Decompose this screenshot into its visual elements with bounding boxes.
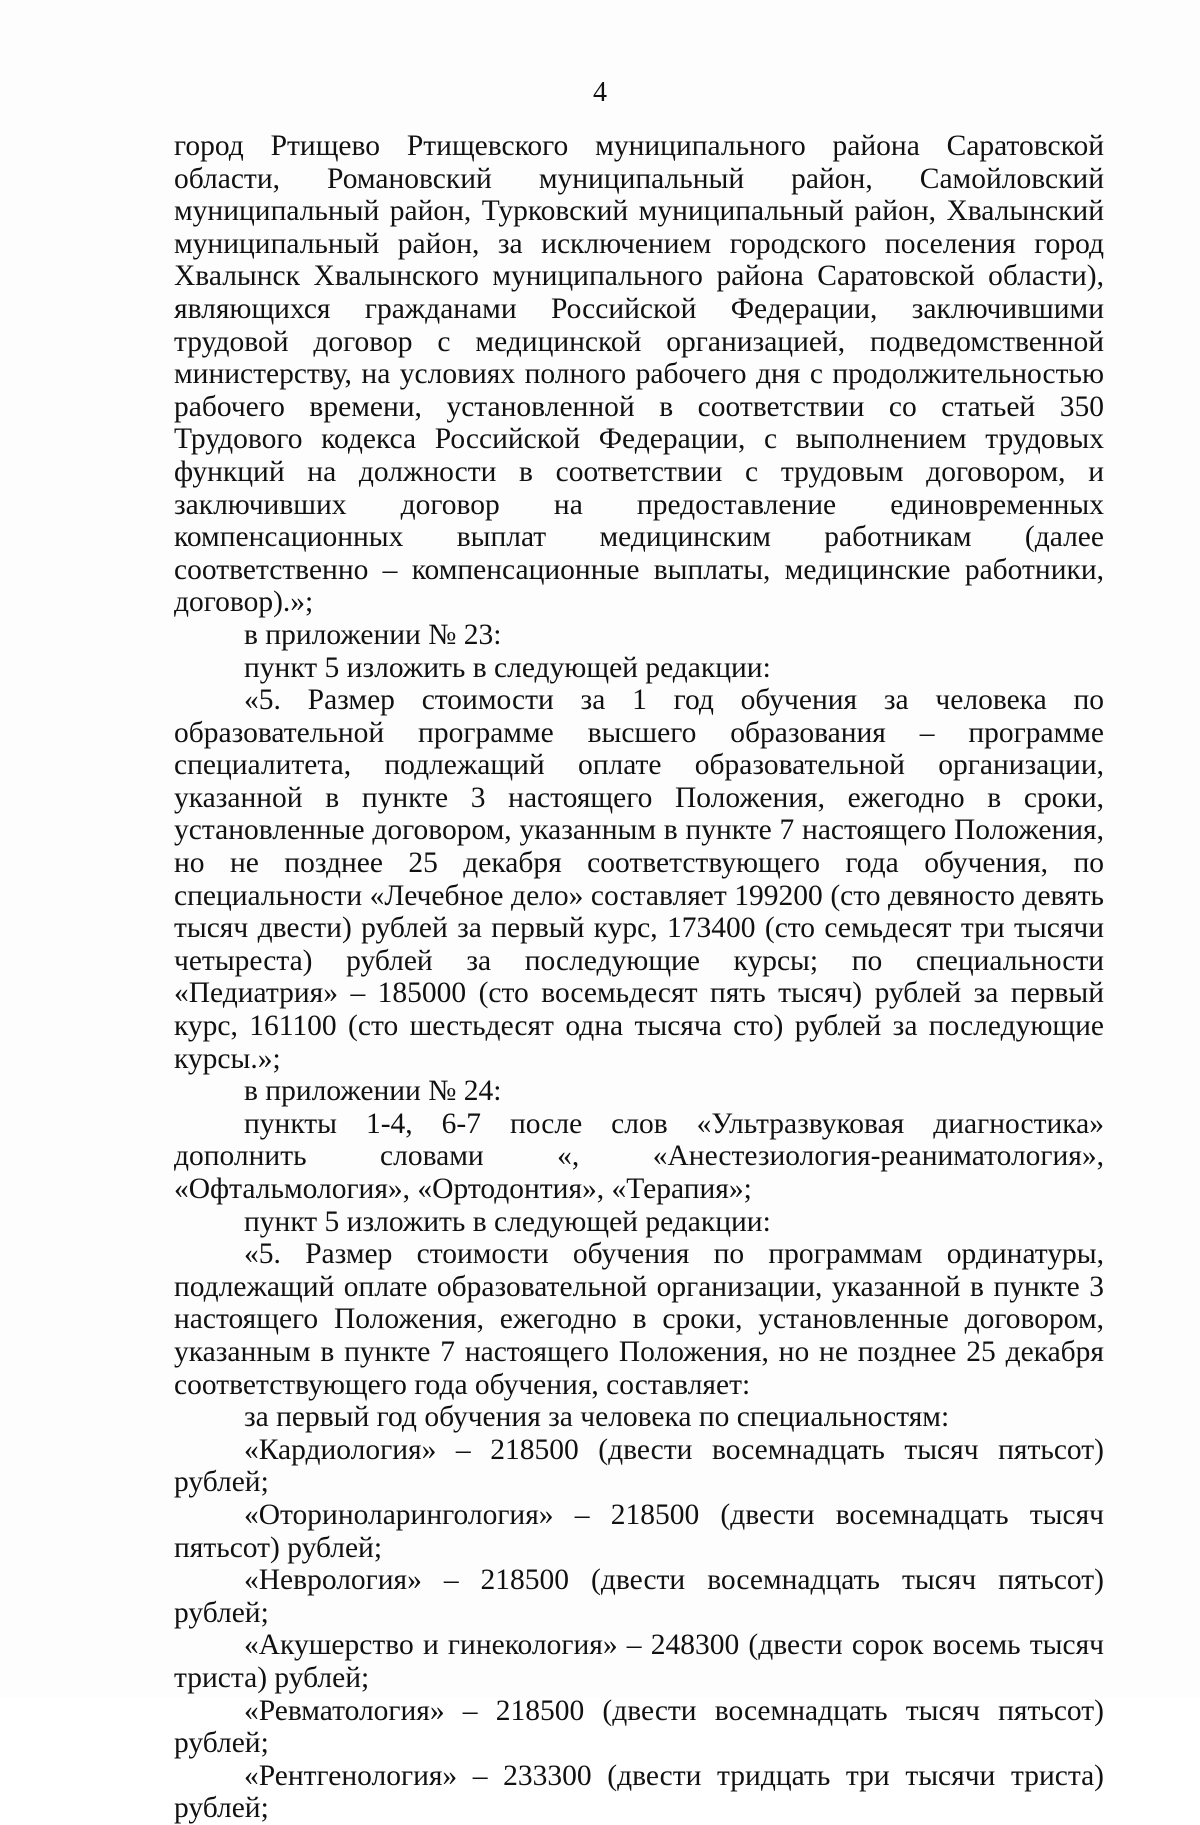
list-item-neurology: «Неврология» – 218500 (двести восемнадцать тысяч пятьсот) рублей;: [174, 1564, 1104, 1629]
list-item-rheumatology: «Ревматология» – 218500 (двести восемнадцать тысяч пятьсот) рублей;: [174, 1694, 1104, 1760]
paragraph-point-5-specialty-cost: «5. Размер стоимости за 1 год обучения за человека по образовательной программе высшего образования – программе специалитета, подлежащий оплате образовательной организации, указанной в пункте 3 настоящего Положения, ежегодно в сроки, установленные договором, указанным в пункте 7 настоящего Положения, но не позднее 25 декабря соответствующего года обучения, по специальности «Лечебное дело» составляет 199200 (сто девяносто девять тысяч двести) рублей за первый курс, 173400 (сто семьдесят три тысячи четыреста) рублей за последующие курсы; по специальности «Педиатрия» – 185000 (сто восемьдесят пять тысяч) рублей за первый курс, 161100 (сто шестьдесят одна тысяча сто) рублей за последующие курсы.»;: [174, 684, 1104, 1075]
list-item-radiology: «Рентгенология» – 233300 (двести тридцать три тысячи триста) рублей;: [174, 1759, 1104, 1825]
paragraph-point-5-residency-cost: «5. Размер стоимости обучения по программам ординатуры, подлежащий оплате образовательной организации, указанной в пункте 3 настоящего Положения, ежегодно в сроки, установленные договором, указанным в пункте 7 настоящего Положения, но не позднее 25 декабря соответствующего года обучения, составляет:: [174, 1238, 1104, 1401]
list-item-obstetrics-gynecology: «Акушерство и гинекология» – 248300 (двести сорок восемь тысяч триста) рублей;: [174, 1629, 1104, 1694]
paragraph-first-year-heading: за первый год обучения за человека по специальностям:: [244, 1401, 950, 1434]
paragraph-continuation: город Ртищево Ртищевского муниципального района Саратовской области, Романовский муниципальный район, Самойловский муниципальный район, Турковский муниципальный район, Хвалынский муниципальный район, за исключением городского поселения город Хвалынск Хвалынского муниципального района Саратовской области), являющихся гражданами Российской Федерации, заключившими трудовой договор с медицинской организацией, подведомственной министерству, на условиях полного рабочего дня с продолжительностью рабочего времени, установленной в соответствии со статьей 350 Трудового кодекса Российской Федерации, с выполнением трудовых функций на должности в соответствии с трудовым договором, и заключивших договор на предоставление единовременных компенсационных выплат медицинским работникам (далее соответственно – компенсационные выплаты, медицинские работники, договор).»;: [174, 130, 1104, 619]
paragraph-annex-23-heading: в приложении № 23:: [244, 618, 502, 651]
paragraph-point-5-instruction: пункт 5 изложить в следующей редакции:: [244, 651, 771, 684]
paragraph-point-5-instruction-2: пункт 5 изложить в следующей редакции:: [244, 1205, 771, 1238]
list-item-otorhinolaryngology: «Оториноларингология» – 218500 (двести восемнадцать тысяч пятьсот) рублей;: [174, 1498, 1104, 1564]
page-number: 4: [593, 77, 607, 108]
paragraph-annex-24-heading: в приложении № 24:: [244, 1075, 502, 1108]
paragraph-points-1-4-6-7: пункты 1-4, 6-7 после слов «Ультразвуковая диагностика» дополнить словами «, «Анестезиология-реаниматология», «Офтальмология», «Ортодонтия», «Терапия»;: [174, 1107, 1104, 1205]
document-body: [174, 130, 1104, 1825]
list-item-cardiology: «Кардиология» – 218500 (двести восемнадцать тысяч пятьсот) рублей;: [174, 1433, 1104, 1499]
